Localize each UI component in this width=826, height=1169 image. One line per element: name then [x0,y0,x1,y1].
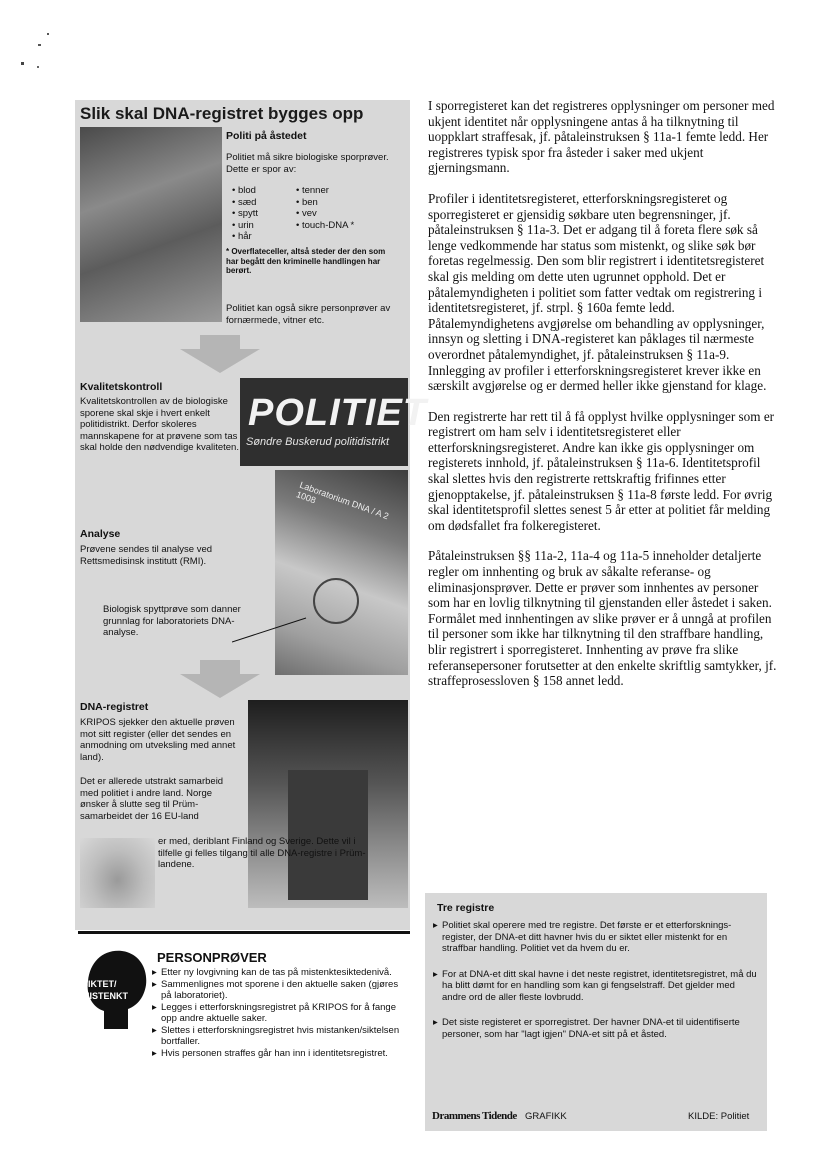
body-paragraph: I sporregisteret kan det registreres opplysninger om personer med ukjent identitet når opplysningene antas å ha tilknytning til uoppklart straffesak, jf. påtaleinstruksen § 11a-1 femte ledd. Her registreres typisk spor fra åsteder i saker med ukjent gjerningsmann. [428,98,775,176]
flow-arrow [180,335,260,373]
body-paragraph: Profiler i identitetsregisteret, etterforskningsregisteret og sporregisteret er gjensidig søkbare uten begrensninger, jf. påtaleinstruksen § 11a-3. Det er adgang til å foreta flere søk så lenge vedkommende har status som mistenkt, og slike søk bør foretas regelmessig. Den som blir registrert i identitetsregisteret skal gis melding om dette uten ugrunnet opphold. Det er påtalemyndigheten i politiet som fatter vedtak om registrering i identitetsregisteret, jf. strpl. § 160a femte ledd. Påtalemyndighetens avgjørelse om behandling av opplysninger, innsyn og sletting i DNA-registeret kan påklages til nærmeste overordnet påtalemyndighet, jf. påtaleinstruksen § 11a-9. Innlegging av profiler i etterforskningsregisteret krever ikke en særskilt avgjørelse og er dermed heller ikke gjenstand for klage. [428,190,767,394]
trace-item: • sæd [232,196,257,208]
analysis-caption: Biologisk spyttprøve som danner grunnlag for laboratoriets DNA-analyse. [103,604,241,638]
scan-speck [47,33,49,35]
suspect-badge-line1: SIKTET/ [82,979,117,989]
trace-item: • tenner [296,185,329,196]
police-intro: Politiet må sikre biologiske sporprøver. Dette er spor av: [226,152,389,175]
list-item: ▸ Legges i etterforskningsregistret på KRIPOS for å fange opp andre aktuelle saker. [152,1002,402,1025]
registers-list [433,920,758,1040]
police-sign-logo: POLITIET [248,392,427,434]
register-text-2a: Det er allerede utstrakt samarbeid med politiet i andre land. Norge ønsker å slutte seg til Prüm-samarbeidet der 16 EU-land [80,776,224,822]
body-text-column [428,98,780,704]
list-item: ▸ Hvis personen straffes går han inn i identitetsregistret. [152,1048,402,1060]
graphics-label: GRAFIKK [525,1111,567,1122]
register-text-1: KRIPOS sjekker den aktuelle prøven mot sitt register (eller det sendes en anmodning om utveksling med annet land). [80,717,236,763]
trace-item: • vev [296,208,317,219]
register-heading: DNA-registret [80,701,149,713]
quality-text: Kvalitetskontrollen av de biologiske sporene skal skje i hvert enkelt politidistrikt. Derfor skoleres mannskapene for at prøvene som tas skal holde den nødvendige kvaliteten. [80,396,239,453]
register-text-2b: er med, deriblant Finland og Sverige. Dette vil i tilfelle gi felles tilgang til alle DNA-registre i Prüm-landene. [158,836,366,870]
police-heading: Politi på åstedet [226,130,307,142]
flow-arrow [180,660,260,698]
list-item: ▸ Etter ny lovgivning kan de tas på mistenktesiktedenivå. [152,967,402,979]
source-label: KILDE: Politiet [688,1111,750,1122]
scan-speck [38,44,41,46]
trace-list-col2 [296,185,396,231]
trace-item: • touch-DNA * [296,219,355,231]
building-facade [288,770,368,900]
trace-list-col1 [232,185,292,243]
list-item: ▸ Sammenlignes mot sporene i den aktuelle saken (gjøres på laboratoriet). [152,979,402,1002]
list-item: ▸ Slettes i etterforskningsregistret hvis mistanken/siktelsen bortfaller. [152,1025,402,1048]
swab-circle [313,578,359,624]
body-paragraph: Påtaleinstruksen §§ 11a-2, 11a-4 og 11a-5 inneholder detaljerte regler om innhenting og bruk av såkalte referanse- og eliminasjonsprøver. Dette er prøver som innhentes av personer som har en lovlig tilknytning til gjenstanden eller åstedet i saken. Formålet med innhentingen av slike prøver er å unngå at profilen til personer som ikke har tilknytning til den straffbare handling, blir registrert i sporregisteret. Innhenting av prøve fra slike referansepersoner forutsetter at den enkelte skriftlig samtykker, jf. straffeprosessloven § 158 annet ledd. [428,548,777,689]
body-paragraph: Den registrerte har rett til å få opplyst hvilke opplysninger som er registrert om ham selv i identitetsregisteret eller etterforskningsregisteret. Andre kan ikke gis opplysninger om registerets innhold, jf. påtaleinstruksen § 11a-6. Identitetsprofil skal slettes hvis den registrerte rettskraftig frifinnes etter gjenopptakelse, jf. påtaleinstruksen § 11a-8 første ledd. For øvrig skal identitetsprofil slettes senest 5 år etter at politiet får melding om dødsfallet fra folkeregisteret. [428,408,775,533]
person-list [152,967,402,1059]
registers-heading: Tre registre [437,902,495,914]
police-sign-photo [240,378,427,466]
scan-speck [21,62,24,65]
trace-item: • blod [232,185,256,196]
police-sign-district: Søndre Buskerud politidistrikt [246,436,390,448]
europe-map [80,838,155,908]
suspect-badge-line2: MISTENKT [82,991,128,1001]
list-item: ▸ For at DNA-et ditt skal havne i det neste registret, identitetsregistret, må du ha blitt dømt for en handling som kan gi fengselstraff. Det gjelder med andre ord de aller fleste lovbrudd. [433,969,758,1004]
envelope-label: Laboratorium DNA / A 2 1008 [294,479,391,522]
suspect-silhouette [78,945,150,1029]
trace-item: • hår [232,231,252,242]
list-item: ▸ Politiet skal operere med tre registre. Det første er et etterforsknings-register, der DNA-et ditt havner hvis du er siktet eller mistenkt for en straffbar handling. Politiet vet da hvem du er. [433,920,758,955]
police-note: Politiet kan også sikre personprøver av fornærmede, vitner etc. [226,303,391,326]
trace-item: • ben [296,196,318,208]
newspaper-logo: Drammens Tidende [432,1110,517,1122]
analysis-heading: Analyse [80,528,121,540]
caption-pointer [232,610,312,650]
crime-scene-photo [80,127,222,322]
section-divider [78,931,410,934]
analysis-text: Prøvene sendes til analyse ved Rettsmedisinsk institutt (RMI). [80,544,213,567]
infographic-title: Slik skal DNA-registret bygges opp [80,104,364,123]
police-footnote: * Overflateceller, altså steder der den som har begått den kriminelle handlingen har berørt. [226,247,386,275]
kripos-building-photo [248,700,408,908]
scan-speck [37,66,39,68]
person-heading: PERSONPRØVER [157,950,267,965]
list-item: ▸ Det siste registeret er sporregistret. Der havner DNA-et til uidentifiserte personer, som har "lagt igjen" DNA-et sitt på et åsted. [433,1017,758,1040]
trace-item: • spytt [232,208,259,219]
trace-item: • urin [232,219,254,231]
quality-heading: Kvalitetskontroll [80,381,163,393]
